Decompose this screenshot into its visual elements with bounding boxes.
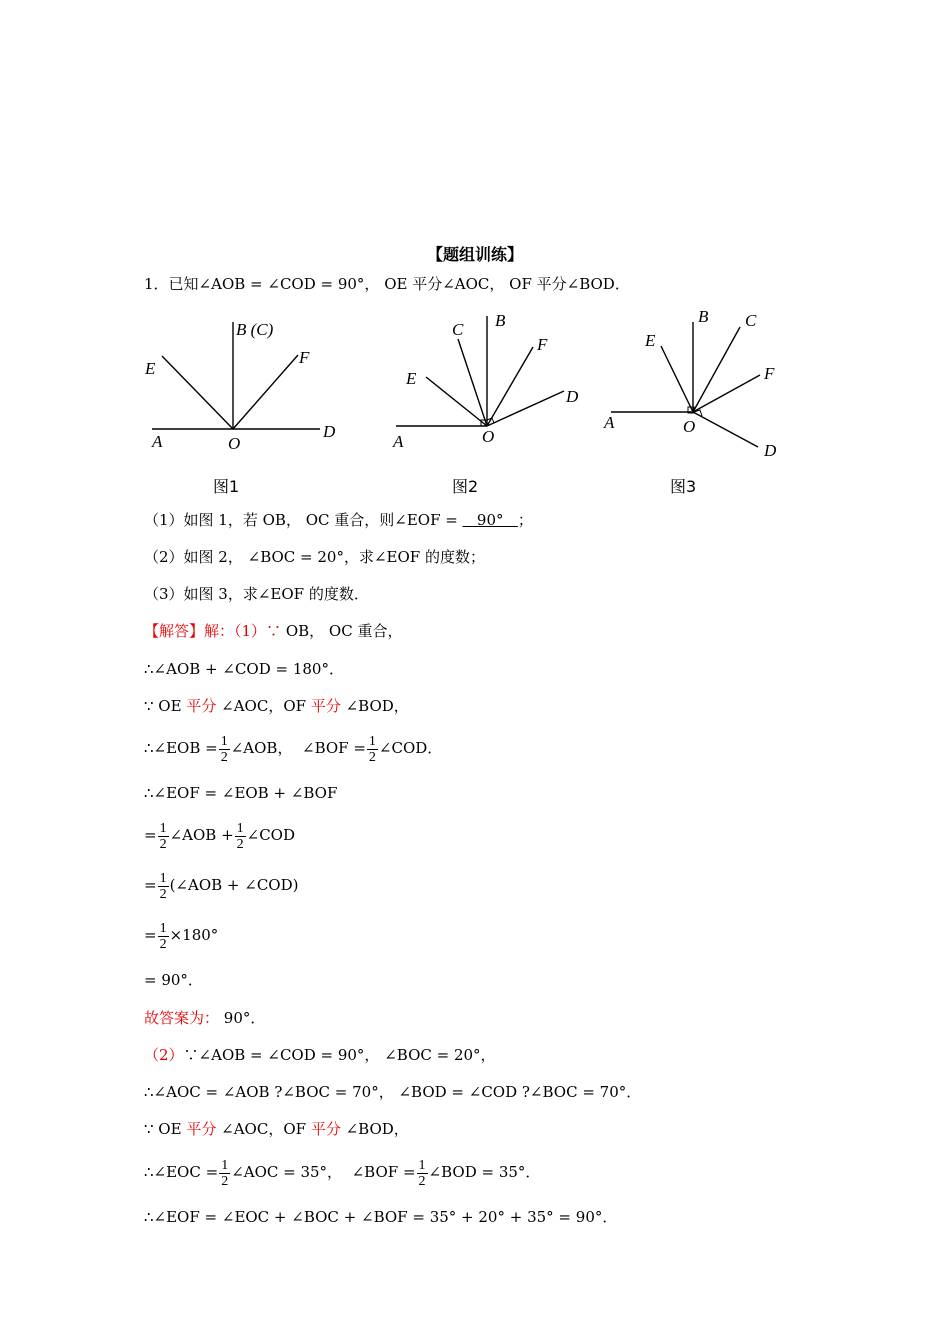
sol-l14d: ∠BOD = 35°． [428, 1163, 541, 1181]
solution-line-10 [144, 1009, 265, 1027]
frac-den: 2 [221, 1173, 229, 1189]
sol-l11b: ∵∠AOB = ∠COD = 90°， ∠BOC = 20°， [183, 1046, 496, 1064]
sol-l11a: （2） [144, 1046, 184, 1064]
sol-l13d: 平分 [310, 1120, 341, 1138]
frac-num: 1 [236, 820, 244, 836]
sol-l3e: ∠BOD， [345, 697, 409, 715]
frac-den: 2 [159, 886, 167, 902]
figure-2 [396, 316, 564, 426]
question-2: （2）如图 2， ∠BOC = 20°，求∠EOF 的度数； [144, 548, 485, 566]
sol-l14c: ∠BOF = [351, 1163, 416, 1181]
fig3-label-a: A [604, 413, 615, 432]
sol-l6c: ∠COD [246, 826, 296, 844]
frac-den: 2 [418, 1173, 426, 1189]
frac-num: 1 [418, 1157, 426, 1173]
sol-l3d: 平分 [310, 697, 341, 715]
sol-l1a: 解：（1）∵ [204, 622, 282, 640]
frac-den: 2 [368, 749, 376, 765]
solution-line-6 [144, 817, 295, 853]
fig2-label-e: E [406, 369, 417, 388]
sol-l14b: ∠AOC = 35°， [231, 1163, 343, 1181]
fig2-label-o: O [482, 427, 495, 446]
fig2-label-a: A [393, 432, 404, 451]
sol-l13b: 平分 [186, 1120, 217, 1138]
solution-line-8 [144, 917, 218, 953]
fig3-label-b: B [698, 307, 709, 326]
frac-num: 1 [159, 870, 167, 886]
fig2-label-b: B [495, 311, 506, 330]
solution-line-1 [144, 622, 402, 640]
sol-l8a: = [144, 926, 157, 944]
fig1-label-bc: B (C) [236, 320, 274, 339]
solution-line-13 [144, 1120, 409, 1138]
fig2-label-d: D [566, 387, 579, 406]
sol-l6b: ∠AOB + [169, 826, 234, 844]
sol-l4d: ∠COD． [378, 739, 443, 757]
solution-tag: 【解答】 [144, 622, 205, 640]
fraction-half [158, 921, 169, 952]
fig3-caption: 图3 [670, 477, 697, 496]
fig2-label-c: C [452, 320, 464, 339]
fraction-half [417, 1158, 428, 1189]
problem-statement [144, 275, 630, 293]
sol-l7b: (∠AOB + ∠COD) [169, 876, 299, 894]
solution-line-12: ∴∠AOC = ∠AOB ?∠BOC = 70°， ∠BOD = ∠COD ?∠BOC = 70°． [144, 1083, 642, 1101]
question-3: （3）如图 3，求∠EOF 的度数． [144, 585, 369, 603]
fraction-half [367, 734, 378, 765]
sol-l10b: 90°． [223, 1009, 266, 1027]
frac-den: 2 [236, 836, 244, 852]
fig3-label-e: E [645, 331, 656, 350]
frac-den: 2 [159, 836, 167, 852]
sol-l3b: 平分 [186, 697, 217, 715]
figures-area [0, 305, 950, 505]
q1-suffix: ； [517, 511, 533, 529]
frac-num: 1 [368, 733, 376, 749]
fraction-half [235, 821, 246, 852]
sol-l13c: ∠AOC，OF [221, 1120, 307, 1138]
problem-number: 1． [144, 275, 169, 293]
fig3-label-o: O [683, 417, 696, 436]
frac-den: 2 [220, 749, 228, 765]
fraction-half [158, 821, 169, 852]
solution-line-2: ∴∠AOB + ∠COD = 180°． [144, 660, 344, 678]
fraction-half [219, 1158, 230, 1189]
solution-line-11 [144, 1046, 496, 1064]
section-title: 【题组训练】 [426, 245, 523, 264]
frac-num: 1 [221, 1157, 229, 1173]
fig2-label-f: F [537, 335, 548, 354]
sol-l4c: ∠BOF = [302, 739, 366, 757]
fig1-label-o: O [228, 434, 241, 453]
question-1 [144, 511, 533, 529]
fig1-label-a: A [152, 432, 163, 451]
frac-den: 2 [159, 936, 167, 952]
solution-line-4 [144, 730, 442, 766]
q1-text: （1）如图 1，若 OB， OC 重合，则∠EOF = [144, 511, 458, 529]
frac-num: 1 [159, 820, 167, 836]
fig3-label-f: F [764, 364, 775, 383]
fraction-half [219, 734, 230, 765]
solution-line-7 [144, 867, 298, 903]
solution-line-15: ∴∠EOF = ∠EOC + ∠BOC + ∠BOF = 35° + 20° + 35° = 90°． [144, 1208, 618, 1226]
fig1-label-f: F [299, 348, 310, 367]
sol-l4a: ∴∠EOB = [144, 739, 218, 757]
sol-l14a: ∴∠EOC = [144, 1163, 219, 1181]
sol-l10a: 故答案为： [144, 1009, 220, 1027]
fig1-label-d: D [323, 422, 336, 441]
sol-l3a: ∵ OE [144, 697, 182, 715]
frac-num: 1 [220, 733, 228, 749]
sol-l3c: ∠AOC，OF [221, 697, 307, 715]
sol-l1b: OB， OC 重合， [285, 622, 403, 640]
fig1-label-e: E [145, 359, 156, 378]
fig3-label-c: C [745, 311, 757, 330]
problem-intro: 已知∠AOB = ∠COD = 90°， OE 平分∠AOC， OF 平分∠BOD． [168, 275, 630, 293]
sol-l13a: ∵ OE [144, 1120, 182, 1138]
solution-line-5: ∴∠EOF = ∠EOB + ∠BOF [144, 784, 338, 802]
sol-l7a: = [144, 876, 157, 894]
frac-num: 1 [159, 920, 167, 936]
sol-l13e: ∠BOD， [345, 1120, 409, 1138]
fig1-caption: 图1 [213, 477, 240, 496]
solution-line-9: = 90°． [144, 971, 203, 989]
fig3-label-d: D [764, 441, 777, 460]
sol-l4b: ∠AOB， [230, 739, 293, 757]
fraction-half [158, 871, 169, 902]
solution-line-14 [144, 1154, 540, 1190]
q1-answer: 90° [476, 511, 504, 529]
sol-l6a: = [144, 826, 157, 844]
solution-line-3 [144, 697, 409, 715]
q1-answer-blank [463, 511, 518, 529]
fig2-caption: 图2 [452, 477, 479, 496]
sol-l8b: ×180° [169, 926, 219, 944]
